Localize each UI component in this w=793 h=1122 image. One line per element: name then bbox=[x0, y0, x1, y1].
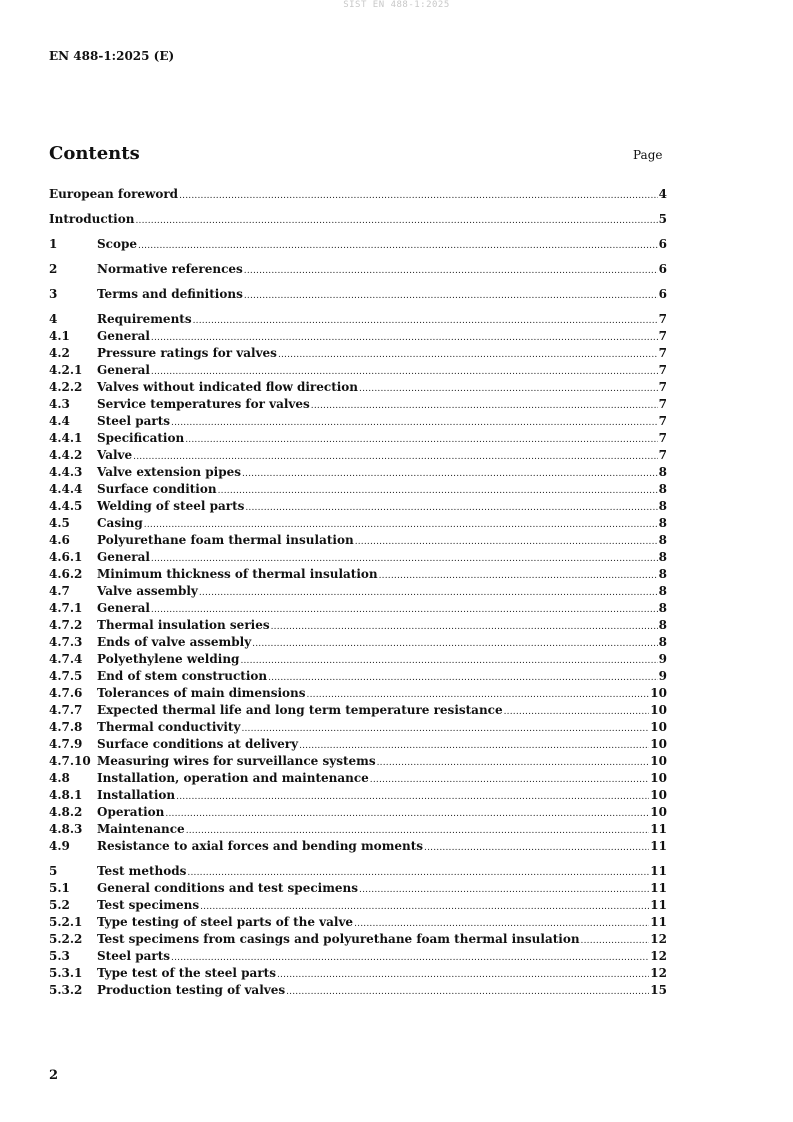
toc-entry-number: 4.7.2 bbox=[49, 618, 83, 632]
toc-entry-title: General bbox=[97, 329, 150, 343]
toc-entry-number: 4.7 bbox=[49, 584, 70, 598]
toc-dot-leader bbox=[218, 483, 658, 500]
toc-entry[interactable] bbox=[49, 668, 667, 685]
toc-entry-page: 10 bbox=[650, 720, 667, 734]
toc-dot-leader bbox=[377, 755, 650, 772]
toc-dot-leader bbox=[185, 432, 657, 449]
toc-dot-leader bbox=[171, 415, 658, 432]
toc-entry-page: 6 bbox=[658, 287, 667, 301]
toc-entry[interactable] bbox=[49, 464, 667, 481]
toc-entry-number: 4.7.8 bbox=[49, 720, 83, 734]
toc-entry[interactable] bbox=[49, 211, 667, 228]
document-id: EN 488-1:2025 (E) bbox=[49, 49, 175, 63]
toc-dot-leader bbox=[179, 188, 658, 205]
toc-entry-number: 4.2.1 bbox=[49, 363, 83, 377]
toc-entry[interactable] bbox=[49, 719, 667, 736]
toc-dot-leader bbox=[138, 238, 658, 255]
toc-entry-title: General bbox=[97, 363, 150, 377]
toc-entry[interactable] bbox=[49, 702, 667, 719]
toc-entry-title: Steel parts bbox=[97, 414, 171, 428]
toc-entry-title: Valve extension pipes bbox=[97, 465, 241, 479]
toc-entry-number: 5.2.2 bbox=[49, 932, 83, 946]
toc-entry-page: 9 bbox=[658, 652, 667, 666]
toc-dot-leader bbox=[504, 704, 650, 721]
toc-entry-number: 4.1 bbox=[49, 329, 70, 343]
toc-entry-page: 7 bbox=[658, 414, 667, 428]
toc-entry-number: 4.7.6 bbox=[49, 686, 83, 700]
toc-entry-page: 8 bbox=[658, 550, 667, 564]
toc-entry-title: General bbox=[97, 601, 150, 615]
toc-entry[interactable] bbox=[49, 787, 667, 804]
toc-entry-title: Resistance to axial forces and bending moments bbox=[97, 839, 424, 853]
toc-entry-number: 4.4.4 bbox=[49, 482, 83, 496]
toc-entry-number: 1 bbox=[49, 237, 58, 251]
toc-dot-leader bbox=[245, 500, 657, 517]
toc-entry[interactable] bbox=[49, 532, 667, 549]
toc-entry-title: Maintenance bbox=[97, 822, 185, 836]
toc-entry-title: Surface conditions at delivery bbox=[97, 737, 299, 751]
toc-entry-page: 10 bbox=[650, 805, 667, 819]
toc-entry-page: 5 bbox=[658, 212, 667, 226]
toc-entry-title: Test specimens from casings and polyurethane foam thermal insulation bbox=[97, 932, 580, 946]
toc-entry[interactable] bbox=[49, 804, 667, 821]
toc-entry-page: 7 bbox=[658, 329, 667, 343]
toc-entry[interactable] bbox=[49, 236, 667, 253]
toc-entry-title: Measuring wires for surveillance systems bbox=[97, 754, 376, 768]
toc-entry-page: 11 bbox=[650, 822, 667, 836]
toc-entry-title: Steel parts bbox=[97, 949, 171, 963]
toc-entry-title: Installation bbox=[97, 788, 176, 802]
toc-entry[interactable] bbox=[49, 261, 667, 278]
toc-entry-number: 4.8.2 bbox=[49, 805, 83, 819]
toc-entry-page: 12 bbox=[650, 949, 667, 963]
toc-entry-title: Introduction bbox=[49, 212, 135, 226]
toc-dot-leader bbox=[193, 313, 658, 330]
toc-entry-title: Test specimens bbox=[97, 898, 200, 912]
toc-entry-title: Polyurethane foam thermal insulation bbox=[97, 533, 354, 547]
toc-entry-title: Surface condition bbox=[97, 482, 217, 496]
toc-entry-page: 7 bbox=[658, 431, 667, 445]
page-column-header: Page bbox=[633, 148, 663, 162]
toc-entry[interactable] bbox=[49, 914, 667, 931]
toc-entry-title: Polyethylene welding bbox=[97, 652, 240, 666]
toc-entry-number: 4.6.2 bbox=[49, 567, 83, 581]
toc-entry[interactable] bbox=[49, 413, 667, 430]
toc-entry[interactable] bbox=[49, 186, 667, 203]
toc-entry[interactable] bbox=[49, 286, 667, 303]
toc-entry[interactable] bbox=[49, 821, 667, 838]
toc-entry-page: 8 bbox=[658, 465, 667, 479]
toc-entry-number: 4.6 bbox=[49, 533, 70, 547]
toc-entry-number: 4.8.3 bbox=[49, 822, 83, 836]
toc-entry-page: 8 bbox=[658, 533, 667, 547]
toc-entry[interactable] bbox=[49, 685, 667, 702]
toc-dot-leader bbox=[355, 534, 658, 551]
toc-dot-leader bbox=[244, 288, 658, 305]
toc-dot-leader bbox=[165, 806, 649, 823]
toc-entry-page: 7 bbox=[658, 448, 667, 462]
toc-entry-title: General bbox=[97, 550, 150, 564]
toc-entry-number: 4.8.1 bbox=[49, 788, 83, 802]
toc-entry-number: 4.4.2 bbox=[49, 448, 83, 462]
toc-dot-leader bbox=[359, 381, 658, 398]
toc-entry-title: Production testing of valves bbox=[97, 983, 286, 997]
toc-dot-leader bbox=[370, 772, 650, 789]
toc-entry-title: Welding of steel parts bbox=[97, 499, 245, 513]
toc-entry-number: 4.7.3 bbox=[49, 635, 83, 649]
toc-dot-leader bbox=[581, 933, 650, 950]
toc-entry[interactable] bbox=[49, 515, 667, 532]
toc-entry-number: 4.2 bbox=[49, 346, 70, 360]
toc-entry[interactable] bbox=[49, 583, 667, 600]
page-number: 2 bbox=[49, 1068, 59, 1083]
toc-entry-page: 7 bbox=[658, 312, 667, 326]
toc-entry-title: Thermal conductivity bbox=[97, 720, 241, 734]
toc-entry-title: Valves without indicated flow direction bbox=[97, 380, 359, 394]
toc-entry-number: 4.7.7 bbox=[49, 703, 83, 717]
toc-entry-title: Valve bbox=[97, 448, 133, 462]
toc-entry-number: 4.7.9 bbox=[49, 737, 83, 751]
toc-entry-title: Test methods bbox=[97, 864, 187, 878]
toc-entry-number: 4.4.1 bbox=[49, 431, 83, 445]
toc-entry-number: 5.3.2 bbox=[49, 983, 83, 997]
toc-entry-page: 6 bbox=[658, 262, 667, 276]
toc-entry[interactable] bbox=[49, 736, 667, 753]
toc-entry-page: 12 bbox=[650, 932, 667, 946]
toc-entry-page: 10 bbox=[650, 703, 667, 717]
toc-dot-leader bbox=[242, 466, 658, 483]
toc-dot-leader bbox=[359, 882, 649, 899]
toc-entry-page: 7 bbox=[658, 346, 667, 360]
toc-dot-leader bbox=[311, 398, 658, 415]
toc-entry-title: Thermal insulation series bbox=[97, 618, 270, 632]
toc-entry[interactable] bbox=[49, 481, 667, 498]
toc-entry-title: Type testing of steel parts of the valve bbox=[97, 915, 354, 929]
toc-dot-leader bbox=[268, 670, 658, 687]
toc-entry-number: 4.7.10 bbox=[49, 754, 91, 768]
toc-entry-page: 11 bbox=[650, 839, 667, 853]
toc-entry-title: Service temperatures for valves bbox=[97, 397, 310, 411]
toc-entry-page: 11 bbox=[650, 864, 667, 878]
toc-entry-number: 5 bbox=[49, 864, 58, 878]
toc-dot-leader bbox=[240, 653, 657, 670]
toc-entry[interactable] bbox=[49, 880, 667, 897]
toc-entry[interactable] bbox=[49, 379, 667, 396]
toc-entry-page: 7 bbox=[658, 363, 667, 377]
toc-entry-page: 10 bbox=[650, 788, 667, 802]
toc-entry[interactable] bbox=[49, 447, 667, 464]
toc-entry[interactable] bbox=[49, 651, 667, 668]
toc-entry-number: 4.6.1 bbox=[49, 550, 83, 564]
toc-entry[interactable] bbox=[49, 965, 667, 982]
toc-entry-title: Type test of the steel parts bbox=[97, 966, 276, 980]
toc-entry-number: 5.1 bbox=[49, 881, 70, 895]
toc-entry-page: 7 bbox=[658, 380, 667, 394]
toc-entry-page: 10 bbox=[650, 771, 667, 785]
toc-dot-leader bbox=[277, 967, 649, 984]
toc-entry[interactable] bbox=[49, 753, 667, 770]
toc-entry[interactable] bbox=[49, 566, 667, 583]
toc-entry[interactable] bbox=[49, 770, 667, 787]
toc-entry-number: 4.7.5 bbox=[49, 669, 83, 683]
toc-dot-leader bbox=[278, 347, 658, 364]
toc-entry-number: 5.3 bbox=[49, 949, 70, 963]
toc-entry-page: 8 bbox=[658, 567, 667, 581]
toc-entry-page: 11 bbox=[650, 898, 667, 912]
toc-entry-page: 9 bbox=[658, 669, 667, 683]
toc-entry[interactable] bbox=[49, 838, 667, 855]
toc-entry[interactable] bbox=[49, 617, 667, 634]
toc-entry[interactable] bbox=[49, 328, 667, 345]
toc-entry-page: 8 bbox=[658, 499, 667, 513]
toc-dot-leader bbox=[199, 585, 658, 602]
toc-entry-title: End of stem construction bbox=[97, 669, 268, 683]
toc-entry-title: Operation bbox=[97, 805, 165, 819]
toc-entry-title: European foreword bbox=[49, 187, 179, 201]
toc-entry[interactable] bbox=[49, 634, 667, 651]
toc-entry-page: 15 bbox=[650, 983, 667, 997]
toc-entry-title: Terms and definitions bbox=[97, 287, 243, 301]
toc-entry-number: 3 bbox=[49, 287, 58, 301]
toc-dot-leader bbox=[286, 984, 649, 1001]
toc-entry[interactable] bbox=[49, 897, 667, 914]
toc-entry-page: 10 bbox=[650, 737, 667, 751]
toc-entry[interactable] bbox=[49, 345, 667, 362]
toc-entry-page: 4 bbox=[658, 187, 667, 201]
toc-dot-leader bbox=[252, 636, 657, 653]
toc-entry-number: 4.4.3 bbox=[49, 465, 83, 479]
toc-entry-title: Requirements bbox=[97, 312, 192, 326]
toc-entry-number: 4.9 bbox=[49, 839, 70, 853]
toc-entry[interactable] bbox=[49, 396, 667, 413]
toc-dot-leader bbox=[176, 789, 649, 806]
toc-entry-title: Scope bbox=[97, 237, 138, 251]
toc-dot-leader bbox=[135, 213, 657, 230]
toc-entry[interactable] bbox=[49, 863, 667, 880]
toc-dot-leader bbox=[379, 568, 658, 585]
watermark: SIST EN 488-1:2025 bbox=[343, 0, 450, 10]
toc-entry[interactable] bbox=[49, 931, 667, 948]
toc-dot-leader bbox=[241, 721, 649, 738]
toc-entry-page: 11 bbox=[650, 915, 667, 929]
toc-entry-number: 4.2.2 bbox=[49, 380, 83, 394]
toc-dot-leader bbox=[244, 263, 658, 280]
toc-entry[interactable] bbox=[49, 549, 667, 566]
toc-entry-number: 4.4 bbox=[49, 414, 70, 428]
toc-entry-title: Casing bbox=[97, 516, 143, 530]
toc-entry-number: 5.2.1 bbox=[49, 915, 83, 929]
table-of-contents bbox=[49, 186, 667, 999]
toc-entry-number: 4.7.4 bbox=[49, 652, 83, 666]
toc-entry-title: Installation, operation and maintenance bbox=[97, 771, 369, 785]
toc-entry-number: 4.4.5 bbox=[49, 499, 83, 513]
toc-entry-page: 8 bbox=[658, 482, 667, 496]
toc-entry-page: 10 bbox=[650, 686, 667, 700]
toc-entry[interactable] bbox=[49, 948, 667, 965]
toc-entry-title: Expected thermal life and long term temperature resistance bbox=[97, 703, 503, 717]
toc-entry-page: 8 bbox=[658, 584, 667, 598]
toc-entry-title: Pressure ratings for valves bbox=[97, 346, 277, 360]
toc-entry-page: 8 bbox=[658, 516, 667, 530]
toc-entry-page: 10 bbox=[650, 754, 667, 768]
toc-entry-number: 2 bbox=[49, 262, 58, 276]
toc-entry-number: 5.2 bbox=[49, 898, 70, 912]
toc-entry-title: Specification bbox=[97, 431, 185, 445]
toc-entry-page: 8 bbox=[658, 618, 667, 632]
toc-entry-number: 4.7.1 bbox=[49, 601, 83, 615]
toc-dot-leader bbox=[271, 619, 658, 636]
contents-title: Contents bbox=[49, 143, 140, 164]
toc-entry-number: 4 bbox=[49, 312, 58, 326]
toc-entry-page: 12 bbox=[650, 966, 667, 980]
toc-entry[interactable] bbox=[49, 600, 667, 617]
toc-entry[interactable] bbox=[49, 430, 667, 447]
toc-entry[interactable] bbox=[49, 498, 667, 515]
toc-entry-number: 4.3 bbox=[49, 397, 70, 411]
toc-entry[interactable] bbox=[49, 311, 667, 328]
toc-entry-page: 8 bbox=[658, 635, 667, 649]
toc-entry-page: 6 bbox=[658, 237, 667, 251]
toc-entry-title: Normative references bbox=[97, 262, 243, 276]
toc-dot-leader bbox=[424, 840, 649, 857]
toc-entry-number: 4.5 bbox=[49, 516, 70, 530]
toc-entry[interactable] bbox=[49, 982, 667, 999]
toc-entry-page: 11 bbox=[650, 881, 667, 895]
toc-entry-title: General conditions and test specimens bbox=[97, 881, 359, 895]
toc-entry-title: Valve assembly bbox=[97, 584, 198, 598]
toc-entry-number: 5.3.1 bbox=[49, 966, 83, 980]
toc-entry-title: Ends of valve assembly bbox=[97, 635, 252, 649]
toc-entry-page: 8 bbox=[658, 601, 667, 615]
toc-entry-page: 7 bbox=[658, 397, 667, 411]
toc-entry-number: 4.8 bbox=[49, 771, 70, 785]
toc-entry-title: Tolerances of main dimensions bbox=[97, 686, 306, 700]
toc-entry-title: Minimum thickness of thermal insulation bbox=[97, 567, 378, 581]
toc-entry[interactable] bbox=[49, 362, 667, 379]
